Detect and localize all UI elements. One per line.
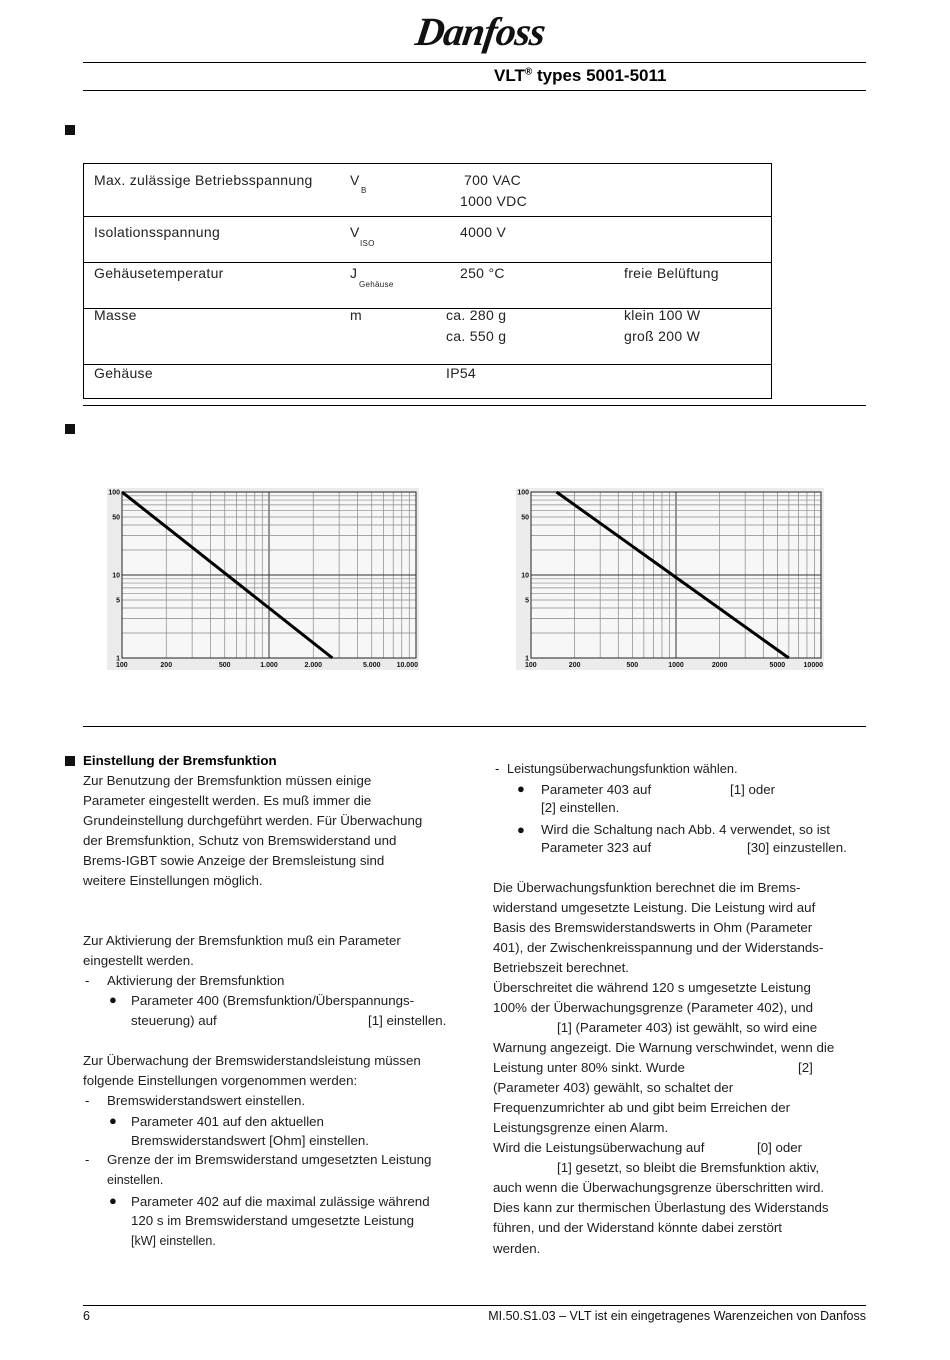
list-item: Bremswiderstandswert einstellen. — [107, 1093, 306, 1108]
paragraph-line: Frequenzumrichter ab und gibt beim Erreichen der — [493, 1100, 791, 1115]
bullet-dot: ● — [109, 992, 117, 1007]
paragraph-line: [2] — [798, 1060, 813, 1075]
paragraph-line: Zur Benutzung der Bremsfunktion müssen einige — [83, 773, 372, 788]
list-item: [1] einstellen. — [368, 1013, 447, 1028]
footer-note: MI.50.S1.03 – VLT ist ein eingetragenes Warenzeichen von Danfoss — [488, 1309, 866, 1323]
spec-row — [84, 216, 771, 263]
x-tick-label: 100 — [116, 662, 128, 669]
x-tick-label: 10.000 — [396, 662, 418, 669]
spec-symbol-subscript: ISO — [360, 239, 375, 248]
paragraph-line: 401), der Zwischenkreisspannung und der Widerstands- — [493, 940, 824, 955]
list-item: Leistungsüberwachungsfunktion wählen. — [507, 761, 738, 776]
y-tick-label: 1 — [525, 655, 529, 663]
bullet-dot: ● — [109, 1193, 117, 1208]
spec-label: Gehäuse — [94, 365, 153, 381]
paragraph-line: Betriebszeit berechnet. — [493, 960, 630, 975]
footer-rule — [83, 1305, 866, 1306]
spec-table — [83, 163, 772, 399]
paragraph-line: Leistungsgrenze einen Alarm. — [493, 1120, 669, 1135]
y-tick-label: 100 — [517, 489, 529, 497]
paragraph-line: auch wenn die Überwachungsgrenze überschritten wird. — [493, 1180, 825, 1195]
dash-bullet: - — [85, 1093, 90, 1108]
document-title: VLT® types 5001-5011 — [494, 66, 667, 85]
paragraph-line: folgende Einstellungen vorgenommen werden: — [83, 1073, 358, 1088]
section-marker-square — [65, 756, 75, 766]
x-tick-label: 10000 — [803, 662, 823, 669]
x-tick-label: 1.000 — [260, 662, 278, 669]
derating-chart-right — [516, 488, 824, 670]
paragraph-line: [0] oder — [757, 1140, 803, 1155]
bullet-dot: ● — [517, 781, 525, 796]
paragraph-line: [1] (Parameter 403) ist gewählt, so wird eine — [557, 1020, 818, 1035]
y-tick-label: 5 — [116, 597, 120, 605]
paragraph-line: Zur Überwachung der Bremswiderstandsleistung müssen — [83, 1053, 421, 1068]
spec-symbol: V — [350, 172, 360, 188]
x-tick-label: 5000 — [769, 662, 786, 669]
paragraph-line: Wird die Leistungsüberwachung auf — [493, 1140, 705, 1155]
paragraph-line: Leistung unter 80% sinkt. Wurde — [493, 1060, 685, 1075]
paragraph-line: Basis des Bremswiderstandswerts in Ohm (Parameter — [493, 920, 813, 935]
x-tick-label: 200 — [568, 662, 581, 669]
paragraph-line: werden. — [493, 1241, 541, 1256]
spec-row — [84, 364, 771, 400]
list-item: Parameter 403 auf — [541, 782, 652, 797]
x-tick-label: 1000 — [668, 662, 684, 669]
list-item: Aktivierung der Bremsfunktion — [107, 973, 285, 988]
spec-note: groß 200 W — [624, 328, 701, 344]
x-tick-label: 2.000 — [304, 662, 323, 669]
list-item: Bremswiderstandswert [Ohm] einstellen. — [131, 1133, 369, 1148]
x-tick-label: 100 — [525, 662, 537, 669]
spec-value: 700 VAC — [464, 172, 522, 188]
page-number: 6 — [83, 1309, 90, 1323]
paragraph-line: Dies kann zur thermischen Überlastung des Widerstands — [493, 1200, 829, 1215]
paragraph-line: 100% der Überwachungsgrenze (Parameter 402), und — [493, 1000, 814, 1015]
paragraph-line: Brems-IGBT sowie Anzeige der Bremsleistung sind — [83, 853, 385, 868]
y-tick-label: 5 — [525, 597, 529, 605]
dash-bullet: - — [85, 973, 90, 988]
list-item: Parameter 401 auf den aktuellen — [131, 1114, 324, 1129]
list-item: Wird die Schaltung nach Abb. 4 verwendet, so ist — [541, 822, 830, 837]
spec-symbol-subscript: Gehäuse — [359, 280, 394, 289]
list-item: [2] einstellen. — [541, 800, 620, 815]
spec-label: Masse — [94, 307, 137, 323]
spec-row — [84, 308, 771, 365]
spec-value: ca. 280 g — [446, 307, 507, 323]
spec-row — [84, 164, 771, 217]
list-item: Parameter 402 auf die maximal zulässige während — [131, 1194, 430, 1209]
x-tick-label: 2000 — [711, 662, 728, 669]
dash-bullet: - — [85, 1152, 90, 1167]
header-rule-bottom — [83, 90, 866, 91]
paragraph-line: (Parameter 403) gewählt, so schaltet der — [493, 1080, 734, 1095]
spec-label: Gehäusetemperatur — [94, 265, 224, 281]
paragraph-line: widerstand umgesetzte Leistung. Die Leistung wird auf — [493, 900, 816, 915]
y-tick-label: 50 — [521, 514, 529, 522]
bullet-dot: ● — [517, 822, 525, 837]
section-heading: Einstellung der Bremsfunktion — [83, 753, 277, 768]
bullet-dot: ● — [109, 1113, 117, 1128]
paragraph-line: Warnung angezeigt. Die Warnung verschwindet, wenn die — [493, 1040, 835, 1055]
list-item: [1] oder — [730, 782, 776, 797]
list-item: Grenze der im Bremswiderstand umgesetzten Leistung — [107, 1152, 432, 1167]
paragraph-line: weitere Einstellungen möglich. — [83, 873, 263, 888]
paragraph-line: führen, und der Widerstand könnte dabei zerstört — [493, 1220, 783, 1235]
x-tick-label: 500 — [218, 662, 231, 669]
spec-symbol: V — [350, 224, 360, 240]
spec-value: 250 °C — [460, 265, 505, 281]
header-rule-top — [83, 62, 866, 63]
section-marker-square — [65, 125, 75, 135]
spec-note: freie Belüftung — [624, 265, 719, 281]
paragraph-line: Die Überwachungsfunktion berechnet die im Brems- — [493, 880, 801, 895]
spec-value: 1000 VDC — [460, 193, 527, 209]
spec-note: klein 100 W — [624, 307, 701, 323]
chart-svg — [107, 488, 419, 670]
x-tick-label: 500 — [626, 662, 639, 669]
list-item: Parameter 400 (Bremsfunktion/Überspannungs- — [131, 993, 415, 1008]
section-rule — [83, 405, 866, 406]
list-item: einstellen. — [107, 1173, 164, 1187]
spec-value: 4000 V — [460, 224, 507, 240]
y-tick-label: 10 — [521, 572, 529, 580]
x-tick-label: 200 — [160, 662, 173, 669]
paragraph-line: [1] gesetzt, so bleibt die Bremsfunktion aktiv, — [557, 1160, 820, 1175]
derating-chart-left — [107, 488, 419, 670]
list-item: Parameter 323 auf — [541, 840, 652, 855]
y-tick-label: 10 — [112, 572, 120, 580]
spec-row — [84, 262, 771, 309]
x-tick-label: 5.000 — [362, 662, 381, 669]
paragraph-line: der Bremsfunktion, Schutz von Bremswiderstand und — [83, 833, 397, 848]
list-item: 120 s im Bremswiderstand umgesetzte Leistung — [131, 1213, 415, 1228]
y-tick-label: 50 — [112, 514, 120, 522]
chart-svg — [516, 488, 824, 670]
list-item: steuerung) auf — [131, 1013, 217, 1028]
paragraph-line: Überschreitet die während 120 s umgesetzte Leistung — [493, 980, 811, 995]
paragraph-line: Zur Aktivierung der Bremsfunktion muß ein Parameter — [83, 933, 401, 948]
dash-bullet: - — [495, 761, 500, 776]
paragraph-line: Grundeinstellung durchgeführt werden. Für Überwachung — [83, 813, 423, 828]
y-tick-label: 100 — [108, 489, 120, 497]
section-marker-square — [65, 424, 75, 434]
spec-symbol-subscript: B — [361, 186, 367, 195]
section-rule — [83, 726, 866, 727]
y-tick-label: 1 — [116, 655, 120, 663]
danfoss-logo: Danfoss — [412, 9, 548, 54]
list-item: [kW] einstellen. — [131, 1234, 216, 1248]
spec-label: Isolationsspannung — [94, 224, 221, 240]
spec-value: IP54 — [446, 365, 476, 381]
spec-symbol: J — [350, 265, 358, 281]
list-item: [30] einzustellen. — [747, 840, 847, 855]
paragraph-line: eingestellt werden. — [83, 953, 194, 968]
spec-value: ca. 550 g — [446, 328, 507, 344]
spec-symbol: m — [350, 307, 362, 323]
spec-label: Max. zulässige Betriebsspannung — [94, 172, 313, 188]
paragraph-line: Parameter eingestellt werden. Es muß immer die — [83, 793, 372, 808]
